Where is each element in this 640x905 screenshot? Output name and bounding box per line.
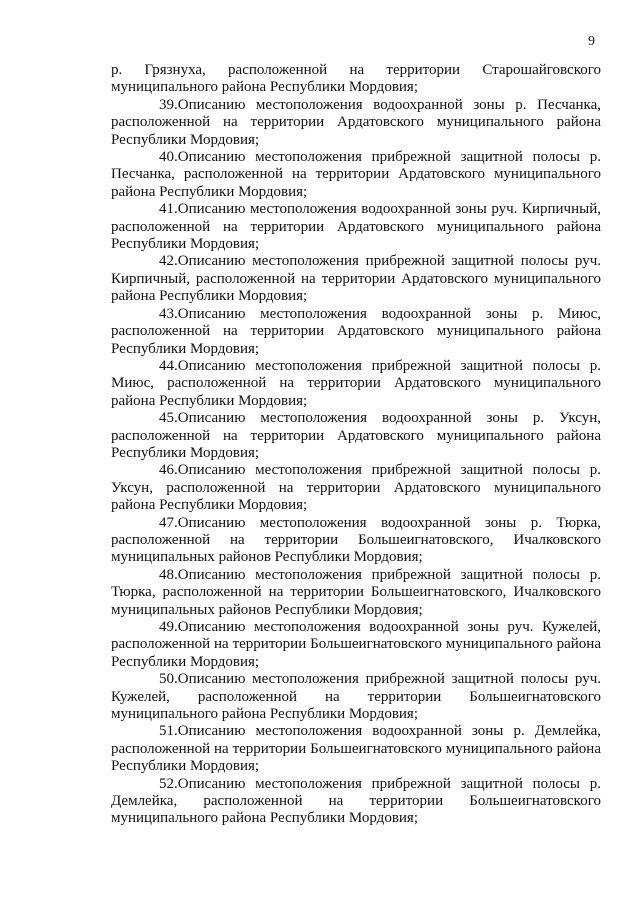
item-text: Описанию местоположения водоохранной зоны р. Демлейка, расположенной на территории Большеигнатовского муниципального района Республики Мордовия; bbox=[111, 723, 601, 775]
list-item bbox=[111, 567, 601, 619]
item-text: Описанию местоположения прибрежной защитной полосы р. Демлейка, расположенной на территории Большеигнатовского муниципального района Республики Мордовия; bbox=[111, 775, 601, 827]
item-text: Описанию местоположения прибрежной защитной полосы руч. Кирпичный, расположенной на территории Ардатовского муниципального района Республики Мордовия; bbox=[111, 253, 601, 305]
item-number: 40. bbox=[159, 149, 178, 166]
item-number: 47. bbox=[159, 514, 178, 531]
item-number: 51. bbox=[159, 723, 178, 740]
page-number: 9 bbox=[588, 34, 595, 49]
list-item bbox=[111, 253, 601, 305]
item-number: 52. bbox=[159, 775, 178, 792]
list-item bbox=[111, 306, 601, 358]
item-number: 50. bbox=[159, 671, 178, 688]
list-item bbox=[111, 358, 601, 410]
item-text: Описанию местоположения прибрежной защитной полосы р. Уксун, расположенной на территории Ардатовского муниципального района Республики Мордовия; bbox=[111, 462, 601, 514]
item-text: Описанию местоположения водоохранной зоны руч. Кужелей, расположенной на территории Большеигнатовского муниципального района Республики Мордовия; bbox=[111, 619, 601, 670]
item-text: Описанию местоположения прибрежной защитной полосы р. Миюс, расположенной на территории Ардатовского муниципального района Республики Мордовия; bbox=[111, 357, 601, 409]
item-number: 42. bbox=[159, 253, 178, 270]
list-item bbox=[111, 515, 601, 567]
item-number: 48. bbox=[159, 566, 178, 583]
item-number: 43. bbox=[159, 305, 178, 322]
item-text: Описанию местоположения прибрежной защитной полосы р. Песчанка, расположенной на территории Ардатовского муниципального района Республики Мордовия; bbox=[111, 149, 601, 200]
item-text: Описанию местоположения водоохранной зоны р. Уксун, расположенной на территории Ардатовского муниципального района Республики Мордовия; bbox=[111, 410, 601, 461]
list-item bbox=[111, 201, 601, 253]
list-item bbox=[111, 723, 601, 775]
item-text: Описанию местоположения прибрежной защитной полосы руч. Кужелей, расположенной на территории Большеигнатовского муниципального района Республики Мордовия; bbox=[111, 671, 601, 723]
document-body bbox=[111, 62, 601, 828]
item-number: 44. bbox=[159, 357, 178, 374]
list-item bbox=[111, 410, 601, 462]
item-text: Описанию местоположения водоохранной зоны р. Тюрка, расположенной на территории Большеигнатовского, Ичалковского муниципальных районов Республики Мордовия; bbox=[111, 514, 601, 566]
item-text: Описанию местоположения прибрежной защитной полосы р. Тюрка, расположенной на территории Большеигнатовского, Ичалковского муниципальных районов Республики Мордовия; bbox=[111, 566, 601, 618]
continuation-paragraph: р. Грязнуха, расположенной на территории Старошайговского муниципального района Республики Мордовия; bbox=[111, 62, 601, 96]
list-item bbox=[111, 462, 601, 514]
item-number: 49. bbox=[159, 619, 178, 635]
list-item bbox=[111, 97, 601, 149]
item-text: Описанию местоположения водоохранной зоны р. Миюс, расположенной на территории Ардатовского муниципального района Республики Мордовия; bbox=[111, 305, 601, 357]
item-text: Описанию местоположения водоохранной зоны руч. Кирпичный, расположенной на территории Ардатовского муниципального района Республики Мордовия; bbox=[111, 201, 601, 253]
list-item bbox=[111, 671, 601, 723]
list-item bbox=[111, 776, 601, 828]
item-number: 45. bbox=[159, 410, 178, 427]
item-text: Описанию местоположения водоохранной зоны р. Песчанка, расположенной на территории Ардатовского муниципального района Республики Мордовия; bbox=[111, 96, 601, 148]
list-item bbox=[111, 149, 601, 201]
item-number: 39. bbox=[159, 96, 178, 113]
item-number: 41. bbox=[159, 201, 178, 218]
item-number: 46. bbox=[159, 462, 178, 479]
list-item bbox=[111, 619, 601, 671]
